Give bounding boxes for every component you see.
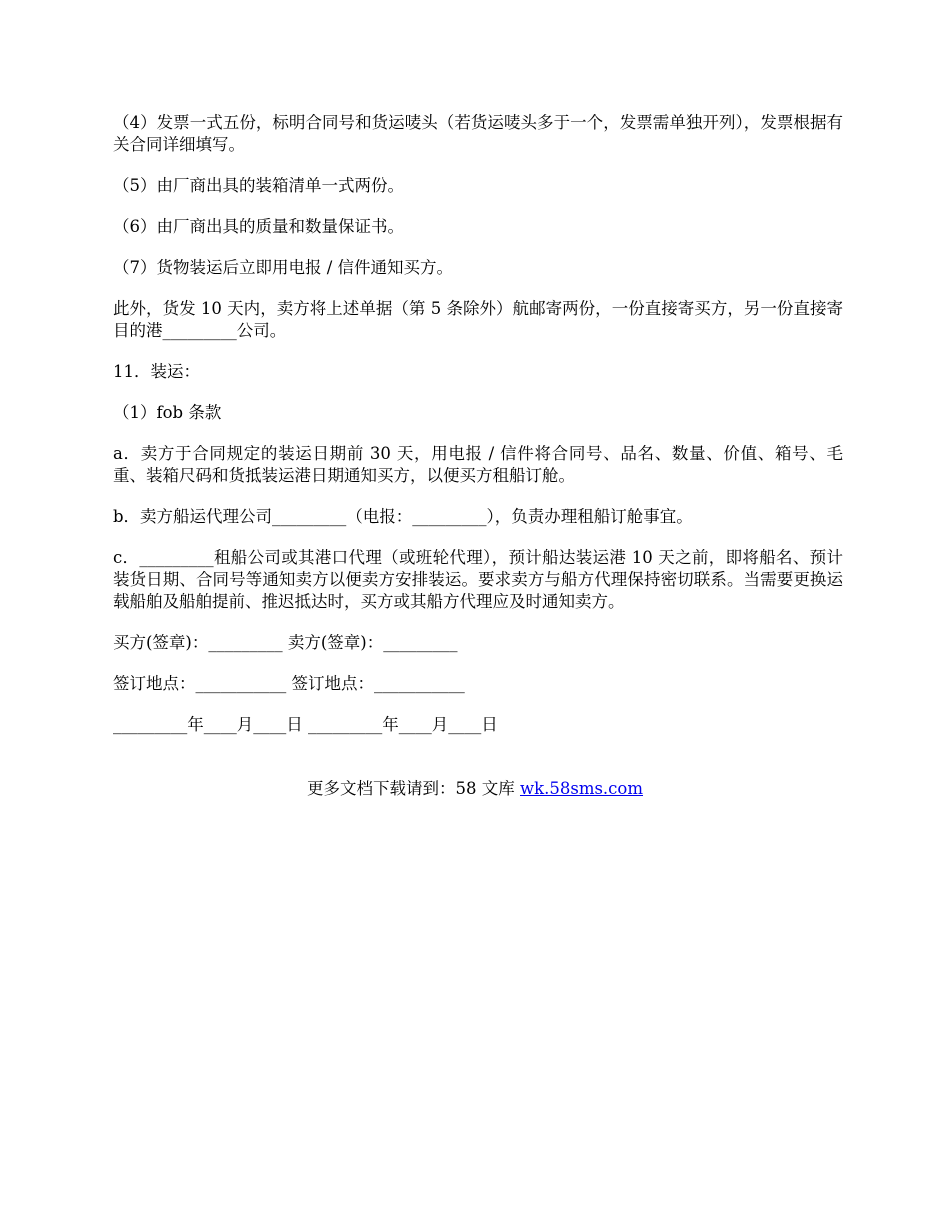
paragraph-invoice: （4）发票一式五份，标明合同号和货运唛头（若货运唛头多于一个，发票需单独开列），发票根据有关合同详细填写。 [113,113,843,154]
paragraph-clause-a: a．卖方于合同规定的装运日期前 30 天，用电报 / 信件将合同号、品名、数量、价值、箱号、毛重、装箱尺码和货抵装运港日期通知买方，以便买方租船订舱。 [113,444,843,485]
paragraph-clause-b: b．卖方船运代理公司_________（电报：_________），负责办理租船订舱事宜。 [113,507,693,526]
paragraph-quality-certificate: （6）由厂商出具的质量和数量保证书。 [113,217,404,236]
signing-place-line: 签订地点：___________ 签订地点：___________ [113,674,465,693]
subsection-fob-terms: （1）fob 条款 [113,403,222,422]
section-heading-shipment: 11．装运： [113,362,200,381]
paragraph-documents-mailing: 此外，货发 10 天内，卖方将上述单据（第 5 条除外）航邮寄两份，一份直接寄买方，另一份直接寄目的港_________公司。 [113,299,843,340]
footer [0,778,950,800]
date-line: _________年____月____日 _________年____月____日 [113,715,498,734]
paragraph-clause-c: c．_________租船公司或其港口代理（或班轮代理），预计船达装运港 10 天之前，即将船名、预计装货日期、合同号等通知卖方以便卖方安排装运。要求卖方与船方代理保持密切联系。当需要更换运载船舶及船舶提前、推迟抵达时，买方或其船方代理应及时通知卖方。 [113,548,843,611]
footer-link[interactable]: wk.58sms.com [519,779,643,798]
paragraph-packing-list: （5）由厂商出具的装箱清单一式两份。 [113,176,404,195]
footer-prefix: 更多文档下载请到：58 文库 [306,779,520,798]
document-body [113,112,843,755]
signature-line: 买方(签章)：_________ 卖方(签章)：_________ [113,633,458,652]
paragraph-shipping-notice: （7）货物装运后立即用电报 / 信件通知买方。 [113,258,454,277]
